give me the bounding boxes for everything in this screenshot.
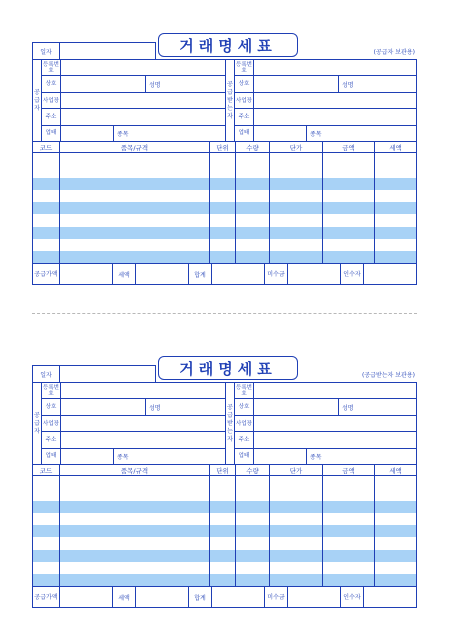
unpaid-label: 미수금 [265, 587, 288, 607]
addr-label: 주소 [235, 109, 254, 124]
item-cell[interactable] [60, 153, 210, 165]
items-header [33, 142, 416, 153]
supplier-label-char: 급 [34, 419, 40, 427]
item-cell[interactable] [375, 501, 416, 513]
item-cell[interactable] [375, 239, 416, 251]
addr-sub: 사업장 [43, 97, 59, 104]
item-cell[interactable] [323, 501, 375, 513]
name-label: 상호 [42, 76, 61, 91]
total-field[interactable] [212, 264, 265, 284]
item-cell[interactable] [375, 537, 416, 549]
item-cell[interactable] [210, 227, 236, 239]
item-cell[interactable] [60, 537, 210, 549]
total-field[interactable] [212, 587, 265, 607]
receiver-label-char: 자 [227, 435, 233, 443]
item-row[interactable] [33, 501, 416, 513]
receiver-type-field[interactable] [325, 449, 416, 464]
receiver-sign-label: 인수자 [341, 264, 364, 284]
biz-label: 업태 [42, 449, 61, 464]
receiver-reg-field[interactable] [254, 383, 416, 398]
supplier-label-char: 공 [34, 88, 40, 96]
supplier-type-field[interactable] [132, 126, 225, 141]
date-field[interactable] [32, 365, 156, 383]
item-cell[interactable] [33, 525, 60, 537]
copy-note: (공급받는자 보관용) [362, 372, 415, 379]
reg-label: 등록번호 [42, 60, 61, 75]
receiver-biz-field[interactable] [254, 126, 306, 141]
item-cell[interactable] [270, 550, 323, 562]
receiver-owner-field[interactable] [357, 76, 416, 91]
item-cell[interactable] [236, 202, 270, 214]
item-cell[interactable] [210, 513, 236, 525]
type-label: 종목 [306, 449, 325, 464]
item-row[interactable] [33, 190, 416, 202]
item-row[interactable] [33, 525, 416, 537]
receiver-addr-field-2[interactable] [254, 109, 416, 124]
item-cell[interactable] [60, 202, 210, 214]
supply-amount-field[interactable] [60, 264, 113, 284]
item-cell[interactable] [210, 574, 236, 586]
item-cell[interactable] [33, 562, 60, 574]
supplier-reg-field[interactable] [61, 60, 225, 75]
form-grid [32, 382, 417, 608]
item-cell[interactable] [323, 153, 375, 165]
item-row[interactable] [33, 239, 416, 251]
item-cell[interactable] [60, 239, 210, 251]
biz-label: 업태 [42, 126, 61, 141]
col-price: 단가 [270, 142, 323, 152]
copy-note: (공급자 보관용) [373, 49, 415, 56]
item-cell[interactable] [323, 537, 375, 549]
item-cell[interactable] [375, 525, 416, 537]
item-cell[interactable] [60, 190, 210, 202]
item-cell[interactable] [210, 190, 236, 202]
item-cell[interactable] [60, 550, 210, 562]
receiver-reg-field[interactable] [254, 60, 416, 75]
item-cell[interactable] [60, 513, 210, 525]
item-cell[interactable] [236, 153, 270, 165]
item-cell[interactable] [375, 476, 416, 488]
receiver-addr-field-1[interactable] [254, 416, 416, 431]
item-cell[interactable] [375, 488, 416, 500]
receiver-label-char: 급 [227, 88, 233, 96]
item-cell[interactable] [210, 214, 236, 226]
item-cell[interactable] [60, 488, 210, 500]
receiver-name-field[interactable] [254, 76, 338, 91]
item-cell[interactable] [270, 501, 323, 513]
supplier-name-field[interactable] [61, 399, 145, 414]
col-unit: 단위 [210, 465, 236, 475]
item-cell[interactable] [210, 178, 236, 190]
item-cell[interactable] [236, 178, 270, 190]
supply-amount-label: 공급가액 [33, 264, 60, 284]
item-cell[interactable] [323, 178, 375, 190]
receiver-owner-field[interactable] [357, 399, 416, 414]
item-cell[interactable] [270, 488, 323, 500]
supplier-type-field[interactable] [132, 449, 225, 464]
col-price: 단가 [270, 465, 323, 475]
date-label: 일자 [33, 366, 60, 382]
supplier-label-char: 자 [34, 104, 40, 112]
item-cell[interactable] [60, 525, 210, 537]
supply-amount-field[interactable] [60, 587, 113, 607]
receiver-label-char: 는 [227, 427, 233, 435]
item-cell[interactable] [270, 165, 323, 177]
receiver-label-char: 공 [227, 80, 233, 88]
form-title: 거래명세표 [158, 33, 298, 57]
item-cell[interactable] [270, 537, 323, 549]
item-cell[interactable] [270, 214, 323, 226]
supplier-reg-field[interactable] [61, 383, 225, 398]
item-cell[interactable] [375, 513, 416, 525]
type-label: 종목 [306, 126, 325, 141]
invoice-supplier-copy [32, 33, 417, 285]
col-tax: 세액 [389, 143, 402, 152]
receiver-label-char: 급 [227, 411, 233, 419]
form-header [32, 33, 417, 59]
owner-label: 성명 [145, 76, 164, 91]
reg-label: 등록번호 [42, 383, 61, 398]
supplier-addr-field-1[interactable] [61, 93, 225, 108]
item-cell[interactable] [270, 153, 323, 165]
col-qty: 수량 [236, 465, 270, 475]
item-cell[interactable] [210, 550, 236, 562]
item-cell[interactable] [375, 190, 416, 202]
receiver-sign-field[interactable] [364, 264, 416, 284]
date-field[interactable] [32, 42, 156, 60]
item-cell[interactable] [375, 550, 416, 562]
item-cell[interactable] [33, 476, 60, 488]
item-row[interactable] [33, 537, 416, 549]
item-cell[interactable] [236, 501, 270, 513]
item-row[interactable] [33, 476, 416, 488]
item-cell[interactable] [236, 214, 270, 226]
item-cell[interactable] [236, 550, 270, 562]
item-cell[interactable] [270, 574, 323, 586]
item-cell[interactable] [236, 525, 270, 537]
col-code: 코드 [33, 465, 60, 475]
item-cell[interactable] [323, 214, 375, 226]
item-cell[interactable] [270, 513, 323, 525]
name-label: 상호 [235, 76, 254, 91]
total-label: 합계 [189, 264, 212, 284]
item-cell[interactable] [33, 153, 60, 165]
item-cell[interactable] [270, 178, 323, 190]
item-row[interactable] [33, 251, 416, 263]
item-cell[interactable] [60, 476, 210, 488]
item-cell[interactable] [33, 550, 60, 562]
item-cell[interactable] [270, 202, 323, 214]
col-tax: 세액 [389, 466, 402, 475]
tax-field[interactable] [136, 264, 189, 284]
unpaid-field[interactable] [288, 587, 341, 607]
item-cell[interactable] [33, 251, 60, 263]
item-cell[interactable] [323, 239, 375, 251]
item-cell[interactable] [210, 537, 236, 549]
date-label: 일자 [33, 43, 60, 59]
item-cell[interactable] [270, 525, 323, 537]
item-cell[interactable] [270, 251, 323, 263]
item-cell[interactable] [210, 153, 236, 165]
receiver-label-char: 자 [227, 112, 233, 120]
supplier-name-field[interactable] [61, 76, 145, 91]
receiver-sign-label: 인수자 [341, 587, 364, 607]
supplier-label-char: 공 [34, 411, 40, 419]
type-label: 종목 [113, 126, 132, 141]
receiver-name-field[interactable] [254, 399, 338, 414]
item-cell[interactable] [323, 562, 375, 574]
item-cell[interactable] [60, 178, 210, 190]
item-cell[interactable] [33, 239, 60, 251]
item-cell[interactable] [323, 574, 375, 586]
receiver-block [225, 383, 416, 464]
addr-label: 주소 [42, 109, 61, 124]
item-cell[interactable] [210, 251, 236, 263]
owner-label: 성명 [145, 399, 164, 414]
item-cell[interactable] [323, 190, 375, 202]
invoice-receiver-copy [32, 356, 417, 608]
supplier-addr-field-2[interactable] [61, 432, 225, 447]
receiver-type-field[interactable] [325, 126, 416, 141]
supplier-owner-field[interactable] [164, 76, 225, 91]
item-cell[interactable] [60, 501, 210, 513]
item-cell[interactable] [33, 214, 60, 226]
addr-label: 주소 [42, 432, 61, 447]
item-cell[interactable] [323, 165, 375, 177]
item-cell[interactable] [323, 513, 375, 525]
item-cell[interactable] [33, 202, 60, 214]
supplier-label [33, 383, 42, 464]
item-cell[interactable] [33, 488, 60, 500]
biz-label: 업태 [235, 126, 254, 141]
item-row[interactable] [33, 562, 416, 574]
item-cell[interactable] [236, 239, 270, 251]
tax-label: 세액 [113, 264, 136, 284]
form-header [32, 356, 417, 382]
item-cell[interactable] [33, 227, 60, 239]
total-label: 합계 [189, 587, 212, 607]
item-cell[interactable] [375, 214, 416, 226]
item-cell[interactable] [323, 525, 375, 537]
tax-field[interactable] [136, 587, 189, 607]
receiver-label-char: 공 [227, 403, 233, 411]
item-cell[interactable] [236, 513, 270, 525]
item-cell[interactable] [323, 227, 375, 239]
item-row[interactable] [33, 488, 416, 500]
reg-label: 등록번호 [235, 60, 254, 75]
receiver-addr-field-2[interactable] [254, 432, 416, 447]
item-row[interactable] [33, 227, 416, 239]
col-unit: 단위 [210, 142, 236, 152]
item-cell[interactable] [33, 574, 60, 586]
item-cell[interactable] [236, 165, 270, 177]
item-cell[interactable] [375, 251, 416, 263]
items-body [33, 153, 416, 263]
receiver-label-char: 받 [227, 419, 233, 427]
item-cell[interactable] [375, 165, 416, 177]
item-cell[interactable] [60, 562, 210, 574]
receiver-addr-field-1[interactable] [254, 93, 416, 108]
item-row[interactable] [33, 202, 416, 214]
supplier-label-char: 급 [34, 96, 40, 104]
item-cell[interactable] [270, 476, 323, 488]
supplier-block [33, 60, 225, 141]
supplier-addr-field-2[interactable] [61, 109, 225, 124]
item-cell[interactable] [236, 251, 270, 263]
item-cell[interactable] [236, 227, 270, 239]
supplier-block [33, 383, 225, 464]
col-code: 코드 [33, 142, 60, 152]
item-row[interactable] [33, 165, 416, 177]
item-cell[interactable] [323, 476, 375, 488]
items-header [33, 465, 416, 476]
addr-sub: 사업장 [43, 420, 59, 427]
item-cell[interactable] [33, 178, 60, 190]
receiver-label-char: 받 [227, 96, 233, 104]
item-cell[interactable] [33, 537, 60, 549]
col-qty: 수량 [236, 142, 270, 152]
owner-label: 성명 [338, 399, 357, 414]
receiver-sign-field[interactable] [364, 587, 416, 607]
supplier-addr-field-1[interactable] [61, 416, 225, 431]
item-row[interactable] [33, 178, 416, 190]
col-item: 품목/규격 [60, 142, 210, 152]
item-cell[interactable] [375, 562, 416, 574]
reg-label: 등록번호 [235, 383, 254, 398]
supply-amount-label: 공급가액 [33, 587, 60, 607]
item-cell[interactable] [236, 476, 270, 488]
unpaid-label: 미수금 [265, 264, 288, 284]
item-cell[interactable] [375, 202, 416, 214]
addr-sub: 사업장 [236, 420, 252, 427]
item-cell[interactable] [375, 227, 416, 239]
name-label: 상호 [42, 399, 61, 414]
item-cell[interactable] [210, 239, 236, 251]
item-cell[interactable] [236, 574, 270, 586]
item-cell[interactable] [33, 513, 60, 525]
receiver-biz-field[interactable] [254, 449, 306, 464]
item-cell[interactable] [236, 190, 270, 202]
item-cell[interactable] [270, 190, 323, 202]
form-title: 거래명세표 [158, 356, 298, 380]
supplier-label-char: 자 [34, 427, 40, 435]
item-cell[interactable] [210, 165, 236, 177]
party-section [33, 383, 416, 465]
item-cell[interactable] [270, 239, 323, 251]
supplier-label [33, 60, 42, 141]
supplier-biz-field[interactable] [61, 449, 113, 464]
item-cell[interactable] [60, 214, 210, 226]
item-cell[interactable] [210, 525, 236, 537]
addr-sub: 사업장 [236, 97, 252, 104]
item-row[interactable] [33, 153, 416, 165]
item-cell[interactable] [323, 488, 375, 500]
cut-line [32, 313, 417, 314]
supplier-owner-field[interactable] [164, 399, 225, 414]
item-cell[interactable] [210, 501, 236, 513]
item-row[interactable] [33, 214, 416, 226]
receiver-label-char: 는 [227, 104, 233, 112]
item-cell[interactable] [236, 562, 270, 574]
item-row[interactable] [33, 550, 416, 562]
item-cell[interactable] [270, 562, 323, 574]
item-cell[interactable] [323, 202, 375, 214]
item-cell[interactable] [323, 251, 375, 263]
col-amount: 금액 [323, 142, 375, 152]
items-body [33, 476, 416, 586]
type-label: 종목 [113, 449, 132, 464]
name-label: 상호 [235, 399, 254, 414]
item-cell[interactable] [210, 488, 236, 500]
item-cell[interactable] [375, 153, 416, 165]
item-cell[interactable] [33, 165, 60, 177]
party-section [33, 60, 416, 142]
item-cell[interactable] [60, 574, 210, 586]
item-cell[interactable] [60, 251, 210, 263]
item-cell[interactable] [270, 227, 323, 239]
item-cell[interactable] [210, 562, 236, 574]
item-row[interactable] [33, 513, 416, 525]
tax-label: 세액 [113, 587, 136, 607]
biz-label: 업태 [235, 449, 254, 464]
supplier-biz-field[interactable] [61, 126, 113, 141]
item-cell[interactable] [236, 488, 270, 500]
receiver-label [226, 60, 235, 141]
receiver-block [225, 60, 416, 141]
owner-label: 성명 [338, 76, 357, 91]
totals-row [33, 586, 416, 608]
item-cell[interactable] [33, 501, 60, 513]
item-row[interactable] [33, 574, 416, 586]
item-cell[interactable] [60, 165, 210, 177]
receiver-label [226, 383, 235, 464]
item-cell[interactable] [210, 202, 236, 214]
addr-label: 주소 [235, 432, 254, 447]
item-cell[interactable] [375, 178, 416, 190]
form-grid [32, 59, 417, 285]
item-cell[interactable] [323, 550, 375, 562]
col-amount: 금액 [323, 465, 375, 475]
col-item: 품목/규격 [60, 465, 210, 475]
item-cell[interactable] [60, 227, 210, 239]
unpaid-field[interactable] [288, 264, 341, 284]
totals-row [33, 263, 416, 285]
item-cell[interactable] [375, 574, 416, 586]
item-cell[interactable] [236, 537, 270, 549]
item-cell[interactable] [210, 476, 236, 488]
item-cell[interactable] [33, 190, 60, 202]
